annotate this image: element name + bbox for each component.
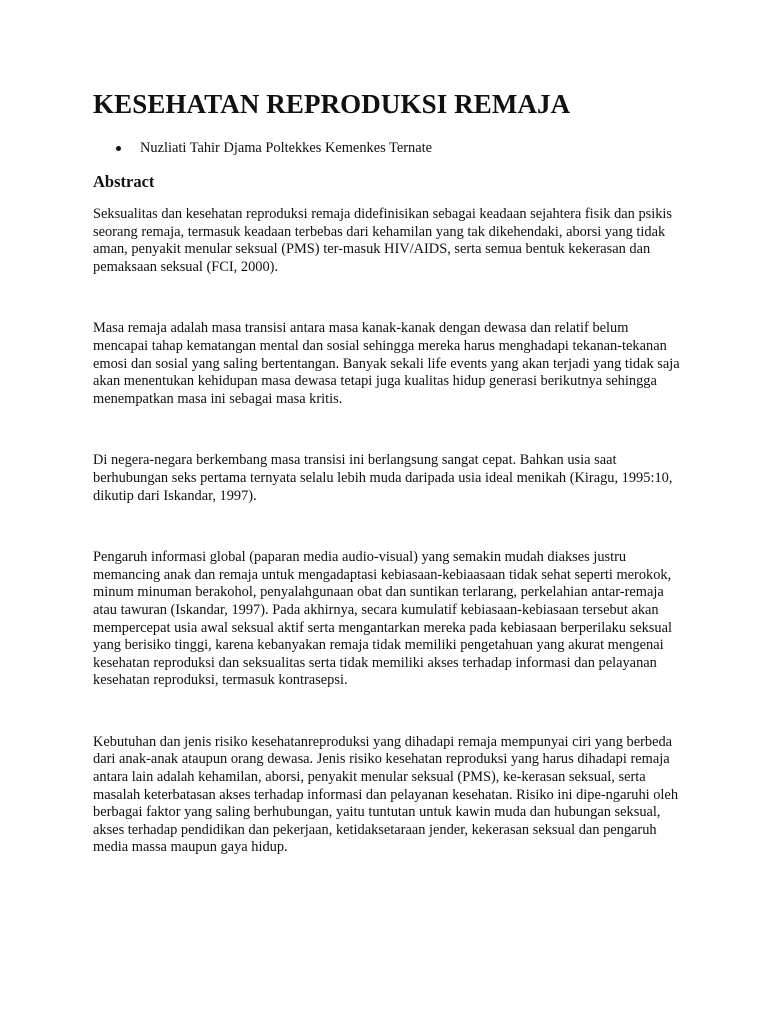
abstract-heading: Abstract — [93, 172, 155, 191]
paragraph: Seksualitas dan kesehatan reproduksi remaja didefinisikan sebagai keadaan sejahtera fisik dan psikis seorang remaja, termasuk keadaan terbebas dari kehamilan yang tak dikehendaki, aborsi yang tidak aman, penyakit menular seksual (PMS) ter-masuk HIV/AIDS, serta semua bentuk kekerasan dan pemaksaan seksual (FCI, 2000). — [93, 206, 673, 275]
author-item — [93, 139, 683, 157]
document-page — [93, 86, 683, 857]
paragraph: Pengaruh informasi global (paparan media audio-visual) yang semakin mudah diakses justru memancing anak dan remaja untuk mengadaptasi kebiasaan-kebiaasaan tidak sehat seperti merokok, minum minuman berakohol, penyalahgunaan obat dan suntikan terlarang, perkelahian antar-remaja atau tawuran (Iskandar, 1997). Pada akhirnya, secara kumulatif kebiasaan-kebiasaan tersebut akan mempercepat usia awal seksual aktif serta mengantarkan mereka pada kebiasaan berperilaku seksual yang berisiko tinggi, karena kebanyakan remaja tidak memiliki pengetahuan yang akurat mengenai kesehatan reproduksi dan seksualitas serta tidak memiliki akses terhadap informasi dan pelayanan kesehatan reproduksi, termasuk kontrasepsi. — [93, 549, 672, 689]
paragraph: Masa remaja adalah masa transisi antara masa kanak-kanak dengan dewasa dan relatif belum mencapai tahap kematangan mental dan sosial sehingga mereka harus menghadapi tekanan-tekanan emosi dan sosial yang saling bertentangan. Banyak sekali life events yang akan terjadi yang tidak saja akan menentukan kehidupan masa dewasa tetapi juga kualitas hidup generasi berikutnya sehingga menempatkan masa ini sebagai masa kritis. — [93, 320, 680, 407]
abstract-body — [93, 206, 683, 857]
paragraph: Di negera-negara berkembang masa transisi ini berlangsung sangat cepat. Bahkan usia saat berhubungan seks pertama ternyata selalu lebih muda daripada usia ideal menikah (Kiragu, 1995:10, dikutip dari Iskandar, 1997). — [93, 452, 673, 504]
paragraph: Kebutuhan dan jenis risiko kesehatanreproduksi yang dihadapi remaja mempunyai ciri yang berbeda dari anak-anak ataupun orang dewasa. Jenis risiko kesehatan reproduksi yang harus dihadapi remaja antara lain adalah kehamilan, aborsi, penyakit menular seksual (PMS), ke-kerasan seksual, serta masalah keterbatasan akses terhadap informasi dan pelayanan kesehatan. Risiko ini dipe-ngaruhi oleh berbagai faktor yang saling berhubungan, yaitu tuntutan untuk kawin muda dan hubungan seksual, akses terhadap pendidikan dan pekerjaan, ketidaksetaraan jender, kekerasan seksual dan pengaruh media massa maupun gaya hidup. — [93, 733, 679, 856]
document-title: KESEHATAN REPRODUKSI REMAJA — [93, 89, 571, 119]
bullet-icon — [116, 146, 121, 151]
author-list — [93, 139, 683, 157]
author-text: Nuzliati Tahir Djama Poltekkes Kemenkes Ternate — [140, 140, 432, 156]
